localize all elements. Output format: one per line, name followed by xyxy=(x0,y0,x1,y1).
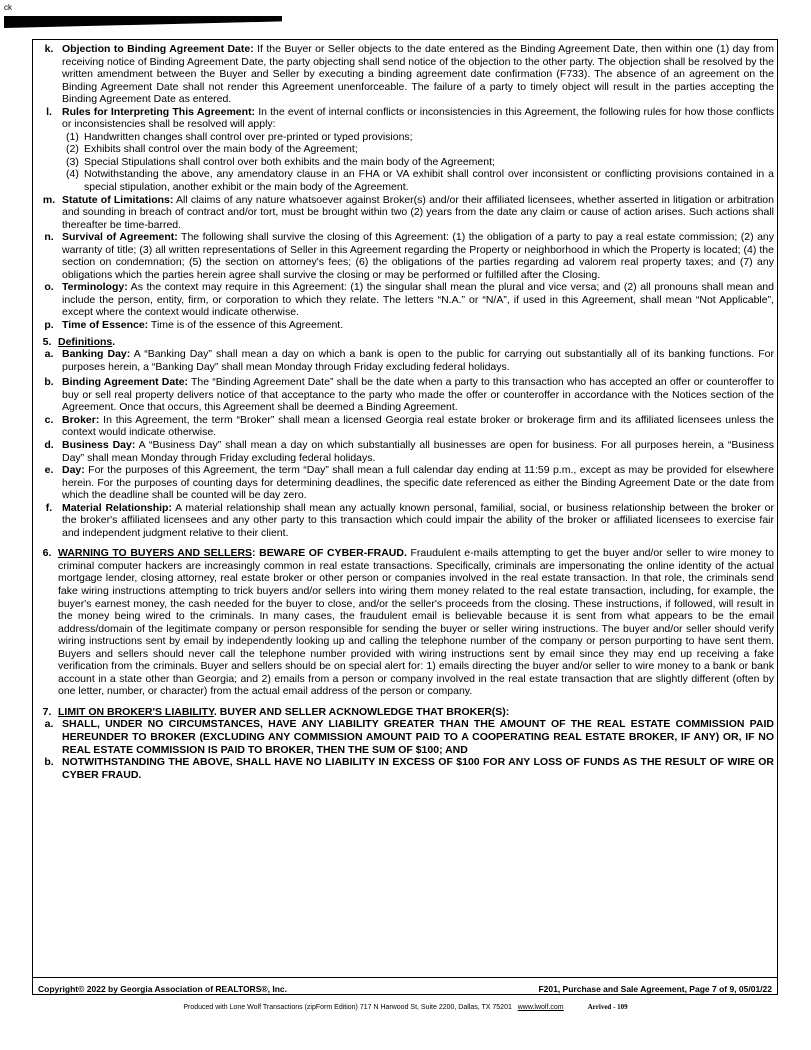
copyright: Copyright© 2022 by Georgia Association of REALTORS®, Inc. xyxy=(38,984,287,994)
clause-label: l. xyxy=(46,105,52,118)
rule-item: (2) Exhibits shall control over the main body of the Agreement; xyxy=(66,143,358,156)
section-number: 7. xyxy=(42,705,52,718)
document-body xyxy=(36,43,774,781)
clause-m: m. Statute of Limitations: All claims of any nature whatsoever against Broker(s) and/or their affiliated licensees, whether asserted in litigation or arbitration and sounding in breach of contract and/or tort, must be brought within two (2) years from the date any claim or cause of action arises. Such actions shall thereafter be time-barred. xyxy=(42,193,774,231)
section-heading: WARNING TO BUYERS AND SELLERS xyxy=(58,547,253,560)
section-5: 5. Definitions. xyxy=(36,336,774,349)
clause-n: n. Survival of Agreement: The following shall survive the closing of this Agreement: (1) the obligation of a party to pay a real estate commission; (2) any warranty of title; (3) all written representations of Seller in this Agreement regarding the Property or neighborhood in which the Property is located; (4) the section on condemnation; (5) the section on attorney's fees; (6) the obligations of the parties regarding ad valorem real property taxes; and (7) any obligations which the parties herein agree shall survive the closing or may be performed or fulfilled after the Closing. xyxy=(44,231,774,281)
footer-divider xyxy=(32,977,778,978)
definition-f: f. Material Relationship: A material relationship shall mean any actually known personal, familial, social, or business relationship between the broker or the broker's affiliated licensees and any other party to this transaction which could impair the ability of the broker or affiliated licensees to exercise fair and independent judgment relative to their client. xyxy=(45,501,774,539)
section-heading: LIMIT ON BROKER'S LIABILITY xyxy=(58,705,214,718)
rule-item: (3) Special Stipulations shall control over both exhibits and the main body of the Agreement; xyxy=(66,155,495,168)
section-number: 6. xyxy=(42,547,52,560)
producer-line: Produced with Lone Wolf Transactions (zipForm Edition) 717 N Harwood St, Suite 2200, Dallas, TX 75201 www.lwolf.com Arrived - 109 xyxy=(183,1003,628,1011)
definition-a: a. Banking Day: A “Banking Day” shall mean a day on which a bank is open to the public for carrying out substantially all of its banking functions. For purposes herein, a “Banking Day” shall mean Monday through Friday excluding federal holidays. xyxy=(44,348,774,373)
clause-l xyxy=(36,106,774,194)
section-text: Fraudulent e-mails attempting to get the buyer and/or seller to wire money to criminal computer hackers are increasingly common in real estate transactions. Specifically, criminals are impersonating the online identity of the actual mortgage lender, closing attorney, real estate broker or other person or companies involved in the real estate transaction. In that role, the criminals send fake wiring instructions attempting to trick buyers and/or sellers into wiring them money related to the real estate transaction, including, for example, the buyer's earnest money, the cash needed for the buyer to close, and/or the seller's proceeds from the closing. These instructions, if followed, will result in the money being wired to the criminals. In many cases, the fraudulent email is believable because it is sent from what appears to be the email address/domain of the legitimate company or person responsible for sending the buyer or seller wiring instructions. The buyer and/or seller should verify wiring instructions sent by email by independently looking up and calling the telephone number of the company or person purporting to have sent them. Buyers and sellers should never call the telephone number provided with wiring instructions sent by email since they may end up receiving a fake verification from the criminals. Buyer and sellers should be on special alert for: 1) emails directing the buyer and/or seller to wire money to a bank or bank account in a state other than Georgia; and 2) emails from a person or company involved in the real estate transaction that are slightly different (often by one letter, number, or character) from the actual email address of the person or company. xyxy=(58,547,774,698)
clause-o: o. Terminology: As the context may require in this Agreement: (1) the singular shall mean the plural and vice versa; and (2) all pronouns shall mean and include the person, entity, firm, or corporation to which they relate. The letters “N.A.” or “N/A”, if used in this Agreement, shall mean “Not Applicable”, except where the context would indicate otherwise. xyxy=(44,281,774,319)
clause-label: k. xyxy=(44,43,54,55)
header-bar xyxy=(4,16,282,28)
section-7: 7. LIMIT ON BROKER'S LIABILITY. BUYER AND SELLER ACKNOWLEDGE THAT BROKER(S): xyxy=(36,706,774,719)
initials: ck xyxy=(4,3,12,12)
rule-item: (1) Handwritten changes shall control over pre-printed or typed provisions; xyxy=(66,130,413,143)
section-heading: Definitions xyxy=(58,335,113,348)
liability-b: b. NOTWITHSTANDING THE ABOVE, SHALL HAVE NO LIABILITY IN EXCESS OF $100 FOR ANY LOSS OF FUNDS AS THE RESULT OF WIRE OR CYBER FRAUD. xyxy=(44,756,774,781)
rule-item: (4) Notwithstanding the above, any amendatory clause in an FHA or VA exhibit shall control over inconsistent or conflicting provisions contained in a special stipulation, another exhibit or the main body of the Agreement. xyxy=(66,168,774,194)
arrived-stamp: Arrived - 109 xyxy=(587,1003,628,1011)
definition-e: e. Day: For the purposes of this Agreement, the term “Day” shall mean a full calendar day ending at 11:59 p.m., except as may be provided for elsewhere herein. For the purposes of counting days for determining deadlines, the specific date referenced as either the Binding Agreement Date or the date from which the deadline shall be counted will be day zero. xyxy=(44,464,774,502)
form-reference: F201, Purchase and Sale Agreement, Page 7 of 9, 05/01/22 xyxy=(538,984,772,994)
clause-text: If the Buyer or Seller objects to the date entered as the Binding Agreement Date, then within one (1) day from receiving notice of Binding Agreement Date, the party objecting shall send notice of the objection to the other party. The objection shall be resolved by the written amendment between the Buyer and Seller by executing a binding agreement date confirmation (F733). The absence of an agreement on the Binding Agreement Date shall not render this Agreement unenforceable. The failure of a party to timely object will result in the parties accepting the Binding Agreement Date as entered. xyxy=(62,43,774,106)
section-number: 5. xyxy=(42,335,52,348)
liability-a: a. SHALL, UNDER NO CIRCUMSTANCES, HAVE ANY LIABILITY GREATER THAN THE AMOUNT OF THE REAL ESTATE COMMISSION PAID HEREUNDER TO BROKER (EXCLUDING ANY COMMISSION AMOUNT PAID TO A COOPERATING REAL ESTATE BROKER, IF ANY) OR, IF NO REAL ESTATE COMMISSION IS PAID TO BROKER, THEN THE SUM OF $100; AND xyxy=(44,718,774,756)
definition-c: c. Broker: In this Agreement, the term “Broker” shall mean a licensed Georgia real estate broker or brokerage firm and its affiliated licensees unless the context would indicate otherwise. xyxy=(44,413,774,439)
clause-title: Rules for Interpreting This Agreement: xyxy=(62,105,256,118)
definition-d: d. Business Day: A “Business Day” shall mean a day on which substantially all businesses are open for business. For all purposes herein, a “Business Day” shall mean Monday through Friday excluding federal holidays. xyxy=(44,438,774,464)
clause-text: In the event of internal conflicts or inconsistencies in this Agreement, the following rules for how those conflicts or inconsistencies shall be resolved will apply: xyxy=(62,105,774,131)
lwolf-link[interactable]: www.lwolf.com xyxy=(517,1004,564,1011)
section-6: 6. WARNING TO BUYERS AND SELLERS: BEWARE OF CYBER-FRAUD. Fraudulent e-mails attempting to get the buyer and/or seller to wire money to criminal computer hackers are increasingly common in real estate transactions. Specifically, criminals are impersonating the online identity of the actual mortgage lender, closing attorney, real estate broker or other person or companies involved in the real estate transaction. In that role, the criminals send fake wiring instructions attempting to trick buyers and/or sellers into wiring them money related to the real estate transaction, including, for example, the buyer's earnest money, the cash needed for the buyer to close, and/or the seller's proceeds from the closing. These instructions, if followed, will result in the money being wired to the criminals. In many cases, the fraudulent email is believable because it is sent from what appears to be the email address/domain of the legitimate company or person responsible for sending the buyer or seller wiring instructions. The buyer and/or seller should verify wiring instructions sent by email by independently looking up and calling the telephone number of the company or person purporting to have sent them. Buyers and sellers should never call the telephone number provided with wiring instructions sent by email since they may end up receiving a fake verification from the criminals. Buyer and sellers should be on special alert for: 1) emails directing the buyer and/or seller to wire money to a bank or bank account in a state other than Georgia; and 2) emails from a person or company involved in the real estate transaction that are slightly different (often by one letter, number, or character) from the actual email address of the person or company. xyxy=(36,547,774,698)
clause-p: p. Time of Essence: Time is of the essence of this Agreement. xyxy=(44,319,344,332)
definition-b: b. Binding Agreement Date: The “Binding Agreement Date” shall be the date when a party to this transaction who has accepted an offer or counteroffer to buy or sell real property delivers notice of that acceptance to the party who made the offer or counteroffer in accordance with the Notices section of the Agreement. Once that occurs, this Agreement shall be deemed a Binding Agreement. xyxy=(44,376,774,414)
clause-title: Objection to Binding Agreement Date: xyxy=(62,43,254,55)
clause-k xyxy=(36,43,774,106)
